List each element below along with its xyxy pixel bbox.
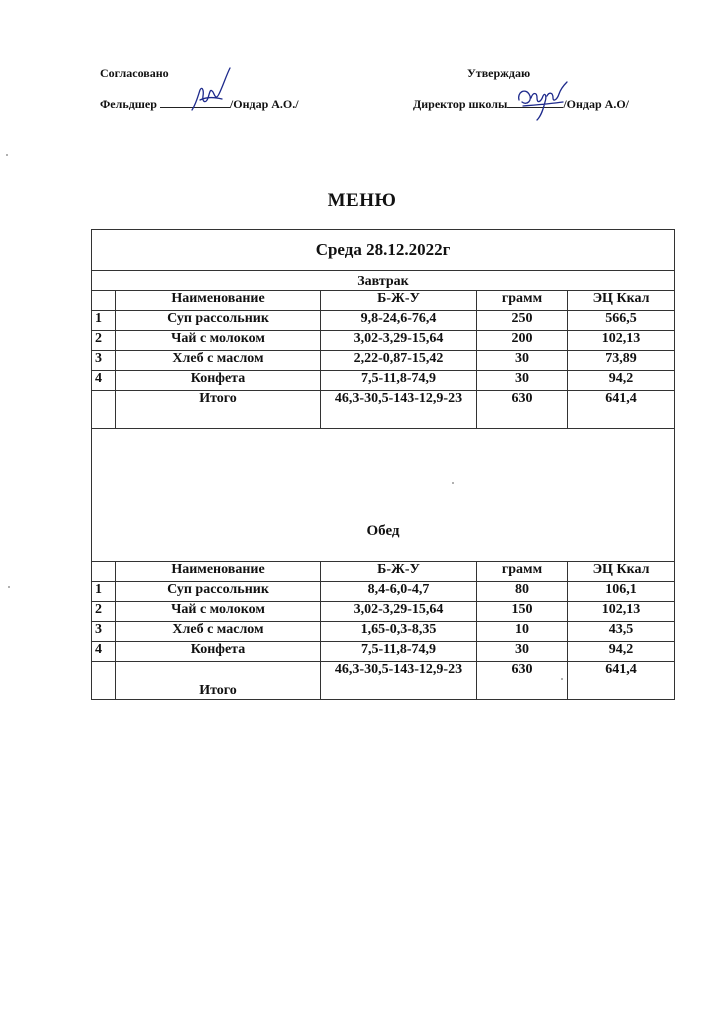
page-title: МЕНЮ	[327, 190, 397, 211]
dish-bju: 9,8-24,6-76,4	[321, 311, 477, 331]
dish-gram: 80	[477, 582, 568, 602]
total-kcal: 641,4	[568, 391, 675, 429]
breakfast-total-row	[92, 391, 675, 429]
director-role: Директор школы	[413, 97, 508, 111]
dish-kcal: 106,1	[568, 582, 675, 602]
director-signature	[515, 78, 570, 126]
num-header	[92, 291, 116, 311]
row-number: 3	[92, 351, 116, 371]
dish-gram: 30	[477, 351, 568, 371]
dish-bju: 7,5-11,8-74,9	[321, 642, 477, 662]
total-num-cell	[92, 391, 116, 429]
dish-name: Конфета	[116, 371, 321, 391]
lunch-heading: Обед	[92, 429, 675, 562]
dish-gram: 250	[477, 311, 568, 331]
dish-name: Суп рассольник	[116, 582, 321, 602]
total-bju: 46,3-30,5-143-12,9-23	[321, 391, 477, 429]
row-number: 4	[92, 371, 116, 391]
row-number: 2	[92, 331, 116, 351]
medic-signature	[186, 64, 236, 116]
dish-bju: 3,02-3,29-15,64	[321, 331, 477, 351]
approved-label: Согласовано	[100, 66, 169, 80]
scan-speck	[452, 482, 454, 484]
dish-name: Конфета	[116, 642, 321, 662]
dish-gram: 30	[477, 642, 568, 662]
dish-name: Хлеб с маслом	[116, 622, 321, 642]
total-kcal: 641,4	[568, 662, 675, 700]
table-row	[92, 582, 675, 602]
dish-gram: 150	[477, 602, 568, 622]
lunch-header-row	[92, 562, 675, 582]
medic-name: /Ондар А.О./	[229, 97, 299, 111]
row-number: 1	[92, 582, 116, 602]
dish-name: Чай с молоком	[116, 331, 321, 351]
num-header	[92, 562, 116, 582]
table-row	[92, 351, 675, 371]
breakfast-header-row	[92, 291, 675, 311]
dish-name: Суп рассольник	[116, 311, 321, 331]
col-name-header: Наименование	[116, 291, 321, 311]
total-label: Итого	[116, 391, 321, 429]
dish-kcal: 94,2	[568, 642, 675, 662]
table-row	[92, 602, 675, 622]
total-gram: 630	[477, 662, 568, 700]
col-name-header: Наименование	[116, 562, 321, 582]
menu-table	[91, 229, 675, 700]
row-number: 3	[92, 622, 116, 642]
dish-kcal: 73,89	[568, 351, 675, 371]
scan-speck	[8, 586, 10, 588]
dish-kcal: 43,5	[568, 622, 675, 642]
dish-kcal: 94,2	[568, 371, 675, 391]
day-heading: Среда 28.12.2022г	[92, 230, 675, 271]
confirm-label: Утверждаю	[467, 66, 531, 80]
dish-kcal: 102,13	[568, 331, 675, 351]
row-number: 4	[92, 642, 116, 662]
scan-speck	[6, 154, 8, 156]
col-bju-header: Б-Ж-У	[321, 562, 477, 582]
lunch-total-row	[92, 662, 675, 700]
dish-name: Хлеб с маслом	[116, 351, 321, 371]
total-label: Итого	[116, 662, 321, 700]
col-kcal-header: ЭЦ Ккал	[568, 291, 675, 311]
medic-role: Фельдшер	[100, 97, 157, 111]
dish-bju: 7,5-11,8-74,9	[321, 371, 477, 391]
total-gram: 630	[477, 391, 568, 429]
table-row	[92, 311, 675, 331]
dish-bju: 2,22-0,87-15,42	[321, 351, 477, 371]
row-number: 1	[92, 311, 116, 331]
col-bju-header: Б-Ж-У	[321, 291, 477, 311]
dish-kcal: 102,13	[568, 602, 675, 622]
dish-bju: 3,02-3,29-15,64	[321, 602, 477, 622]
dish-gram: 200	[477, 331, 568, 351]
col-gram-header: грамм	[477, 562, 568, 582]
total-bju: 46,3-30,5-143-12,9-23	[321, 662, 477, 700]
col-kcal-header: ЭЦ Ккал	[568, 562, 675, 582]
table-row	[92, 622, 675, 642]
breakfast-heading: Завтрак	[92, 271, 675, 291]
dish-gram: 10	[477, 622, 568, 642]
table-row	[92, 371, 675, 391]
table-row	[92, 331, 675, 351]
dish-kcal: 566,5	[568, 311, 675, 331]
total-num-cell	[92, 662, 116, 700]
scan-speck	[561, 678, 563, 680]
row-number: 2	[92, 602, 116, 622]
table-row	[92, 642, 675, 662]
dish-bju: 1,65-0,3-8,35	[321, 622, 477, 642]
dish-bju: 8,4-6,0-4,7	[321, 582, 477, 602]
dish-gram: 30	[477, 371, 568, 391]
dish-name: Чай с молоком	[116, 602, 321, 622]
col-gram-header: грамм	[477, 291, 568, 311]
director-name: /Ондар А.О/	[563, 97, 629, 111]
